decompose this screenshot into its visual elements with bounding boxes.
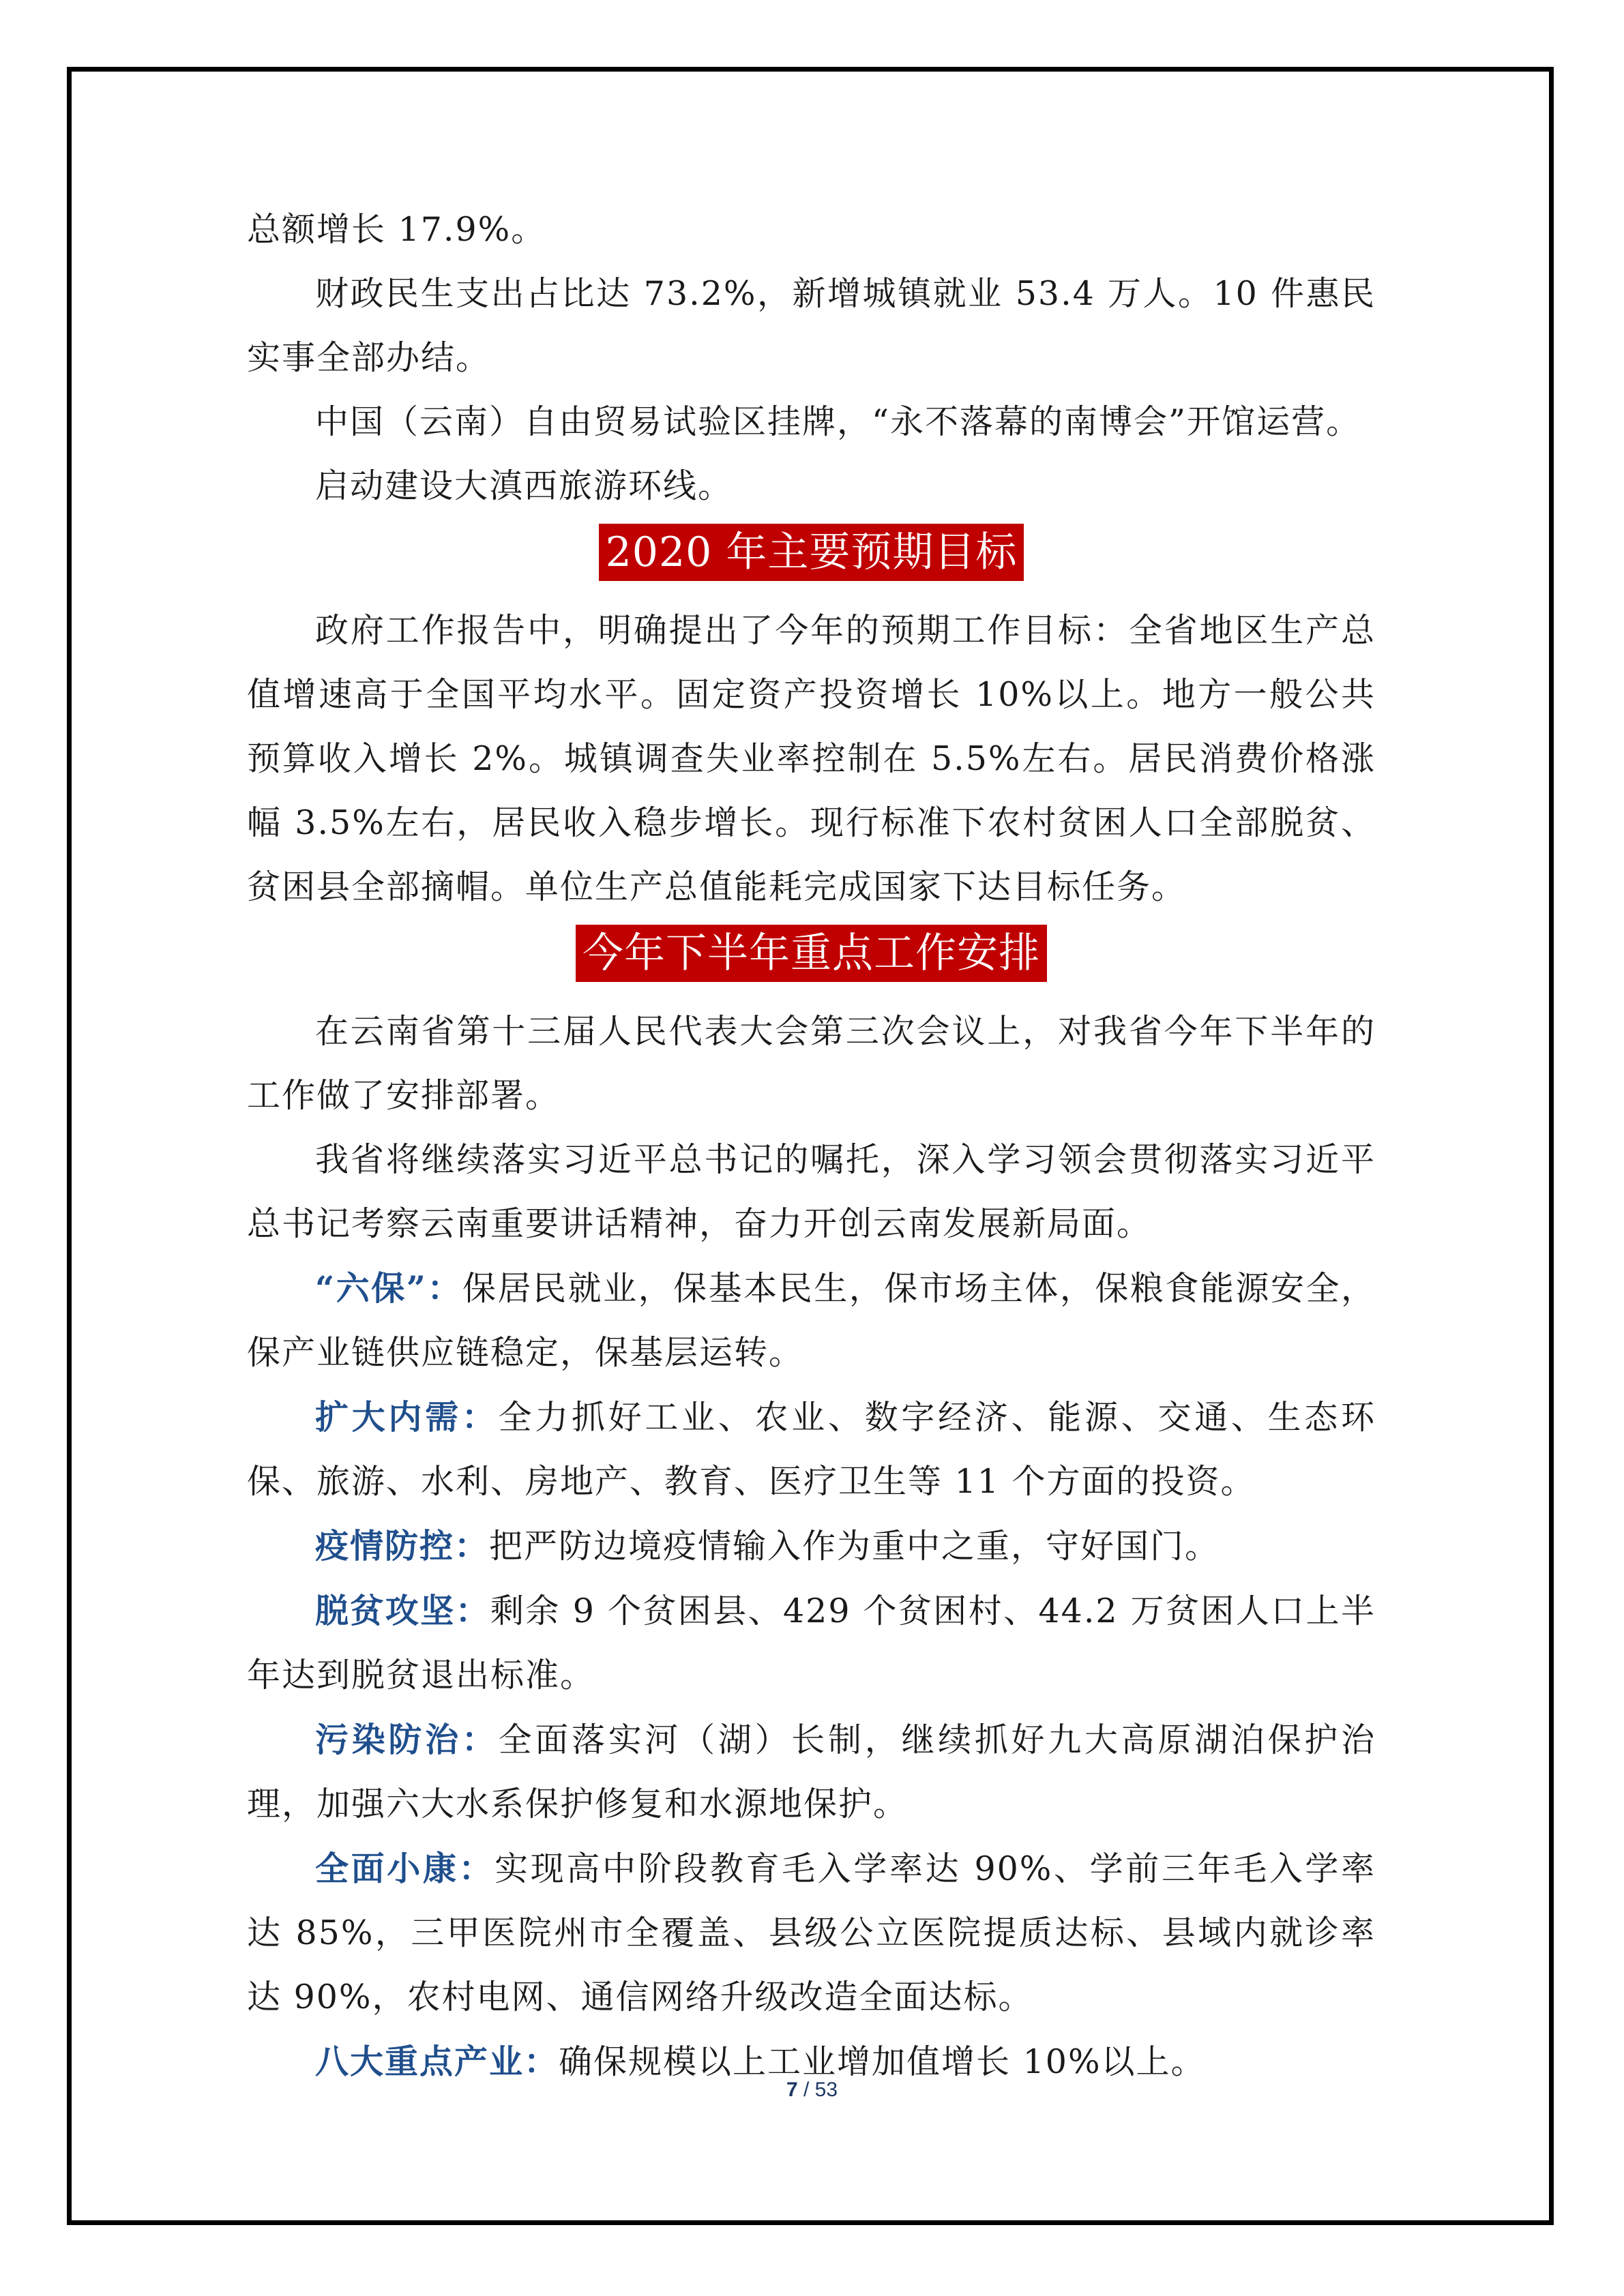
list-item (247, 1256, 1376, 1385)
item-text: 保居民就业，保基本民生，保市场主体，保粮食能源安全，保产业链供应链稳定，保基层运转。 (247, 1269, 1376, 1372)
document-body (247, 198, 1376, 2094)
body-paragraph: 财政民生支出占比达 73.2%，新增城镇就业 53.4 万人。10 件惠民实事全部办结。 (247, 274, 1376, 377)
list-item (247, 1579, 1376, 1708)
list-item (247, 1514, 1376, 1579)
item-text: 把严防边境疫情输入作为重中之重，守好国门。 (489, 1527, 1220, 1566)
section-heading-wrapper (247, 925, 1376, 996)
list-item (247, 1836, 1376, 2029)
item-text: 全面落实河（湖）长制，继续抓好九大高原湖泊保护治理，加强六大水系保护修复和水源地保护。 (247, 1720, 1376, 1823)
item-keyword: 脱贫攻坚： (315, 1591, 491, 1630)
section-heading-targets: 2020 年主要预期目标 (599, 524, 1024, 581)
item-keyword: 八大重点产业： (315, 2042, 559, 2081)
page-number (0, 2078, 1624, 2102)
body-paragraph: 中国（云南）自由贸易试验区挂牌，“永不落幕的南博会”开馆运营。 (315, 402, 1361, 441)
current-page: 7 (786, 2078, 798, 2101)
section-heading-plan: 今年下半年重点工作安排 (576, 925, 1047, 982)
item-keyword: 扩大内需： (315, 1397, 499, 1437)
item-text: 实现高中阶段教育毛入学率达 90%、学前三年毛入学率达 85%，三甲医院州市全覆盖、县级公立医院提质达标、县域内就诊率达 90%，农村电网、通信网络升级改造全面达标。 (247, 1849, 1376, 2016)
list-item (247, 1385, 1376, 1514)
item-text: 全力抓好工业、农业、数字经济、能源、交通、生态环保、旅游、水利、房地产、教育、医疗卫生等 11 个方面的投资。 (247, 1398, 1376, 1501)
total-pages: 53 (814, 2078, 838, 2101)
item-keyword: 污染防治： (315, 1720, 499, 1759)
item-text: 确保规模以上工业增加值增长 10%以上。 (559, 2042, 1206, 2081)
body-paragraph: 政府工作报告中，明确提出了今年的预期工作目标：全省地区生产总值增速高于全国平均水平。固定资产投资增长 10%以上。地方一般公共预算收入增长 2%。城镇调查失业率控制在 5.5%左右。居民消费价格涨幅 3.5%左右，居民收入稳步增长。现行标准下农村贫困人口全部脱贫、贫困县全部摘帽。单位生产总值能耗完成国家下达目标任务。 (247, 611, 1376, 906)
list-item (247, 1708, 1376, 1836)
item-keyword: “六保”： (315, 1268, 462, 1308)
body-paragraph: 我省将继续落实习近平总书记的嘱托，深入学习领会贯彻落实习近平总书记考察云南重要讲话精神，奋力开创云南发展新局面。 (247, 1140, 1376, 1243)
body-paragraph: 在云南省第十三届人民代表大会第三次会议上，对我省今年下半年的工作做了安排部署。 (247, 1012, 1376, 1115)
item-keyword: 全面小康： (315, 1849, 495, 1888)
body-paragraph: 总额增长 17.9%。 (247, 210, 546, 249)
item-keyword: 疫情防控： (315, 1526, 490, 1566)
section-heading-wrapper (247, 524, 1376, 595)
page-separator: / (797, 2078, 815, 2101)
body-paragraph: 启动建设大滇西旅游环线。 (315, 466, 733, 505)
item-text: 剩余 9 个贫困县、429 个贫困村、44.2 万贫困人口上半年达到脱贫退出标准。 (247, 1592, 1376, 1695)
